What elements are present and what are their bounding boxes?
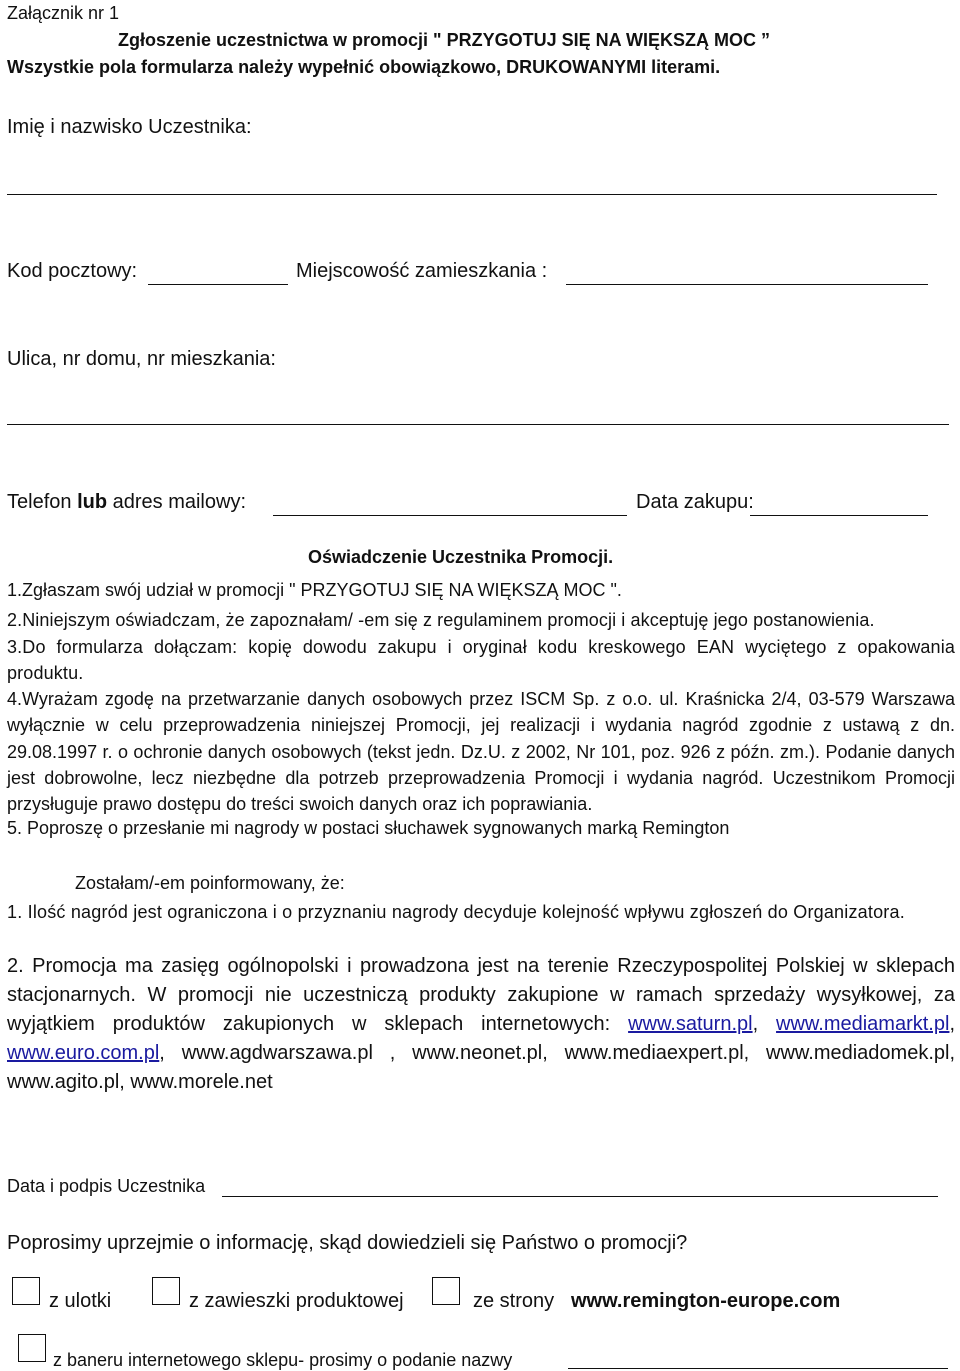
- purchase-date-field[interactable]: [750, 515, 928, 516]
- name-label: Imię i nazwisko Uczestnika:: [7, 116, 252, 138]
- shop-list-rest: www.mediaexpert.pl, www.mediadomek.pl, www.agito.pl, www.morele.net: [7, 1042, 956, 1093]
- form-instruction: Wszystkie pola formularza należy wypełnić obowiązkowo, DRUKOWANYMI literami.: [7, 57, 721, 77]
- form-title: Zgłoszenie uczestnictwa w promocji " PRZYGOTUJ SIĘ NA WIĘKSZĄ MOC ”: [118, 30, 770, 50]
- link-saturn[interactable]: www.saturn.pl: [628, 1013, 753, 1035]
- street-label: Ulica, nr domu, nr mieszkania:: [7, 348, 276, 370]
- purchase-date-label: Data zakupu:: [636, 491, 754, 513]
- contact-label: Telefon lub adres mailowy:: [7, 491, 246, 513]
- annex-label: Załącznik nr 1: [7, 3, 120, 23]
- option-leaflet-label: z ulotki: [49, 1290, 112, 1312]
- option-banner-label: z baneru internetowego sklepu- prosimy o podanie nazwy: [53, 1350, 513, 1370]
- option-website-label: ze strony: [473, 1290, 555, 1312]
- contact-field[interactable]: [273, 515, 627, 516]
- declaration-heading: Oświadczenie Uczestnika Promocji.: [308, 547, 614, 567]
- declaration-point-3: 3.Do formularza dołączam: kopię dowodu zakupu i oryginał kodu kreskowego EAN wyciętego z opakowania produktu.: [7, 637, 955, 683]
- survey-question: Poprosimy uprzejmie o informację, skąd dowiedzieli się Państwo o promocji?: [7, 1232, 688, 1254]
- city-label: Miejscowość zamieszkania :: [296, 260, 548, 282]
- informed-heading: Zostałam/-em poinformowany, że:: [75, 873, 345, 893]
- name-field[interactable]: [7, 194, 937, 195]
- option-product-tag-label: z zawieszki produktowej: [189, 1290, 404, 1312]
- street-field[interactable]: [7, 424, 949, 425]
- checkbox-product-tag[interactable]: [152, 1277, 180, 1305]
- declaration-point-1: 1.Zgłaszam swój udział w promocji " PRZYGOTUJ SIĘ NA WIĘKSZĄ MOC ".: [7, 580, 622, 600]
- banner-shop-name-field[interactable]: [568, 1368, 948, 1369]
- shop-neonet: www.neonet.pl,: [412, 1042, 548, 1064]
- city-field[interactable]: [566, 284, 928, 285]
- signature-label: Data i podpis Uczestnika: [7, 1176, 206, 1196]
- link-mediamarkt[interactable]: www.mediamarkt.pl: [776, 1013, 950, 1035]
- option-website-url: www.remington-europe.com: [571, 1290, 841, 1312]
- checkbox-website[interactable]: [432, 1277, 460, 1305]
- informed-point-1: 1. Ilość nagród jest ograniczona i o przyznaniu nagrody decyduje kolejność wpływu zgłoszeń do Organizatora.: [7, 902, 905, 922]
- checkbox-banner[interactable]: [18, 1334, 46, 1362]
- declaration-point-5: 5. Poproszę o przesłanie mi nagrody w postaci słuchawek sygnowanych marką Remington: [7, 818, 730, 838]
- shop-agdwarszawa: www.agdwarszawa.pl: [181, 1042, 373, 1064]
- signature-field[interactable]: [222, 1196, 938, 1197]
- declaration-point-4: 4.Wyrażam zgodę na przetwarzanie danych osobowych przez ISCM Sp. z o.o. ul. Kraśnicka 2/4, 03-579 Warszawa wyłącznie w celu przeprowadzenia niniejszej Promocji, jej realizacji i wydania nagród zgodnie z ustawą z dn. 29.08.1997 r. o ochronie danych osobowych (tekst jedn. Dz.U. z 2002, Nr 101, poz. 926 z późn. zm.). Podanie danych jest dobrowolne, lecz niezbędne dla potrzeb przeprowadzenia Promocji i wydania nagród. Uczestnikom Promocji przysługuje prawo dostępu do treści swoich danych oraz ich poprawiania.: [7, 689, 955, 815]
- postal-code-field[interactable]: [148, 284, 288, 285]
- checkbox-leaflet[interactable]: [12, 1277, 40, 1305]
- postal-code-label: Kod pocztowy:: [7, 260, 138, 282]
- link-euro[interactable]: www.euro.com.pl: [7, 1042, 160, 1064]
- informed-point-2: 2. Promocja ma zasięg ogólnopolski i prowadzona jest na terenie Rzeczypospolitej Polskiej w sklepach stacjonarnych. W promocji nie uczestniczą produkty zakupione w ramach sprzedaży wysyłkowej, za wyjątkiem produktów zakupionych w sklepach internetowych: www.saturn.pl, www.mediamarkt.pl, www.euro.com.pl, www.agdwarszawa.pl , www.neonet.pl, www.mediaexpert.pl, www.mediadomek.pl, www.agito.pl, www.morele.net: [7, 955, 956, 1093]
- declaration-point-2: 2.Niniejszym oświadczam, że zapoznałam/ -em się z regulaminem promocji i akceptuję jego postanowienia.: [7, 610, 875, 630]
